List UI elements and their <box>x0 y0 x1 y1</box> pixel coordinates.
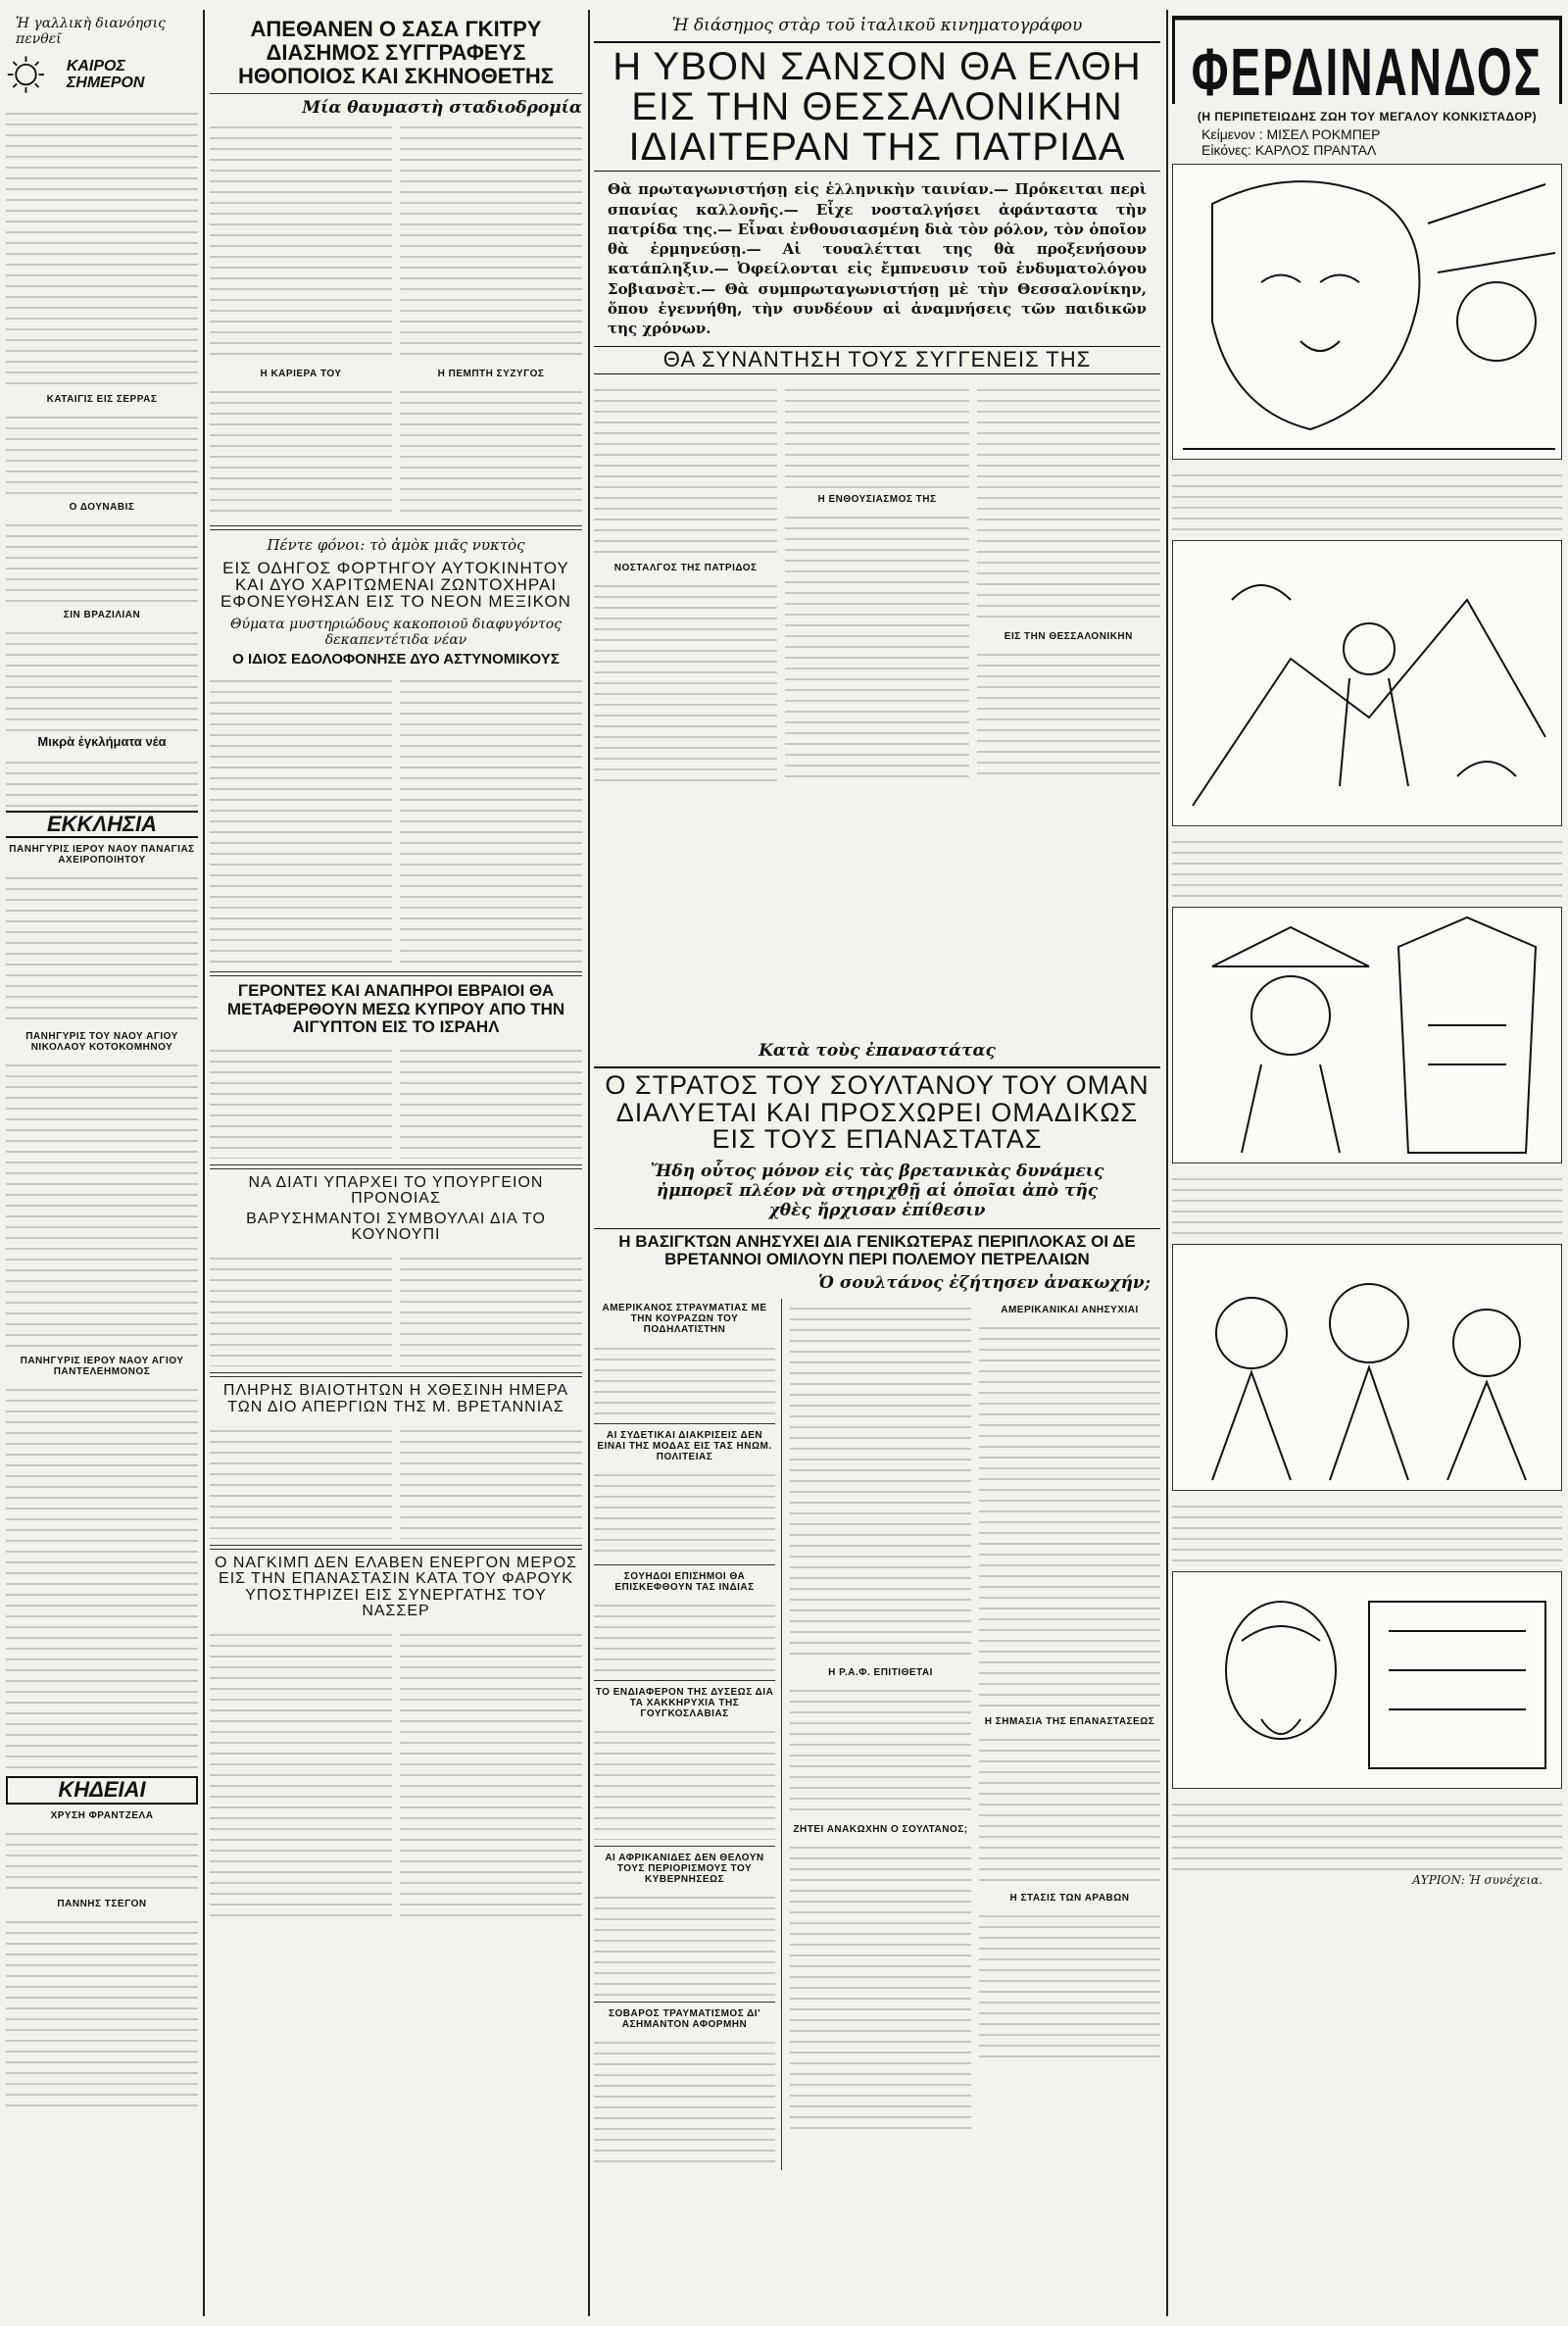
column-oman <box>594 1039 1160 2316</box>
panel-caption <box>1172 1795 1562 1873</box>
comic-panel <box>1172 907 1562 1163</box>
head-truce: ΖΗΤΕΙ ΑΝΑΚΩΧΗΝ Ο ΣΟΥΛΤΑΝΟΣ; <box>793 1823 968 1835</box>
headline-jews: ΓΕΡΟΝΤΕΣ ΚΑΙ ΑΝΑΠΗΡΟΙ ΕΒΡΑΙΟΙ ΘΑ ΜΕΤΑΦΕΡΘΟΥΝ ΜΕΣΩ ΚΥΠΡΟΥ ΑΠΟ ΤΗΝ ΑΙΓΥΠΤΟΝ ΕΙΣ ΤΟ ΙΣΡΑΗΛ <box>226 981 565 1037</box>
text-block <box>6 868 198 1025</box>
headline-oman: Ο ΣΤΡΑΤΟΣ ΤΟΥ ΣΟΥΛΤΑΝΟΥ ΤΟΥ ΟΜΑΝ ΔΙΑΛΥΕΤΑΙ ΚΑΙ ΠΡΟΣΧΩΡΕΙ ΟΜΑΔΙΚΩΣ ΕΙΣ ΤΟΥΣ ΕΠΑΝΑΣΤΑΤΑΣ <box>594 1066 1160 1154</box>
funerals-section-title: ΚΗΔΕΙΑΙ <box>6 1776 198 1804</box>
text-block <box>594 380 777 557</box>
sanson-kicker: Ἡ διάσημος στὰρ τοῦ ἰταλικοῦ κινηματογράφου <box>671 16 1083 35</box>
text-block <box>6 408 198 496</box>
head-arabs: Η ΣΤΑΣΙΣ ΤΩΝ ΑΡΑΒΩΝ <box>1009 1892 1130 1904</box>
box-head: ΑΜΕΡΙΚΑΝΟΣ ΣΤΡΑΥΜΑΤΙΑΣ ΜΕ ΤΗΝ ΚΟΥΡΑΖΩΝ ΤΟΥ ΠΟΔΗΛΑΤΙΣΤΗΝ <box>602 1302 767 1335</box>
festival-head: ΠΑΝΗΓΥΡΙΣ ΙΕΡΟΥ ΝΑΟΥ ΑΓΙΟΥ ΠΑΝΤΕΛΕΗΜΟΝΟΣ <box>20 1356 184 1378</box>
text-block <box>400 1625 582 1919</box>
text-block <box>210 1249 392 1366</box>
murders-kicker: Πέντε φόνοι: τὸ ἀμὸκ μιᾶς νυκτὸς <box>267 535 525 554</box>
head-spouse: Η ΠΕΜΠΤΗ ΣΥΖΥΓΟΣ <box>437 368 545 379</box>
sun-icon <box>6 53 61 98</box>
funeral-name: ΧΡΥΣΗ ΦΡΑΝΤΖΕΛΑ <box>50 1809 154 1821</box>
battle-illustration <box>1173 541 1561 825</box>
column-rule <box>1166 10 1168 2316</box>
warrior-illustration <box>1173 165 1561 459</box>
text-block <box>210 1625 392 1919</box>
murders-sub: Θύματα μυστηριώδους κακοποιοῦ διαφυγόντος δεκαπεντέτιδα νέαν <box>229 616 563 648</box>
panel-caption <box>1172 1497 1562 1565</box>
panel-caption <box>1172 466 1562 534</box>
text-block <box>979 1730 1160 1887</box>
text-block <box>210 671 392 965</box>
text-block <box>6 1380 198 1772</box>
column-rule <box>203 10 205 2316</box>
text-block <box>400 671 582 965</box>
text-block <box>594 1596 775 1674</box>
headline-guitry: ΑΠΕΘΑΝΕΝ Ο ΣΑΣΑ ΓΚΙΤΡΥ ΔΙΑΣΗΜΟΣ ΣΥΓΓΡΑΦΕΥΣ ΗΘΟΠΟΙΟΣ ΚΑΙ ΣΚΗΝΟΘΕΤΗΣ <box>210 18 582 94</box>
soldiers-illustration <box>1173 1245 1561 1490</box>
text-block <box>6 623 198 731</box>
oman-kicker: Κατὰ τοὺς ἐπαναστάτας <box>759 1041 996 1061</box>
text-block <box>210 1421 392 1539</box>
text-block <box>400 118 582 363</box>
box-head: ΤΟ ΕΝΔΙΑΦΕΡΟΝ ΤΗΣ ΔΥΣΕΩΣ ΔΙΑ ΤΑ ΧΑΚΚΗΡΥΧΙΑ ΤΗΣ ΓΟΥΓΚΟΣΛΑΒΙΑΣ <box>595 1686 774 1719</box>
box-head: ΣΟΥΗΔΟΙ ΕΠΙΣΗΜΟΙ ΘΑ ΕΠΙΣΚΕΦΘΟΥΝ ΤΑΣ ΙΝΔΙΑΣ <box>614 1570 755 1593</box>
text-block <box>6 753 198 807</box>
comic-panel <box>1172 1244 1562 1491</box>
text-block <box>400 1421 582 1539</box>
panel-caption <box>1172 832 1562 901</box>
head-small-crimes: Μικρὰ ἐγκλήματα νέα <box>37 734 167 749</box>
weather-text <box>6 104 198 388</box>
kortez-subtitle: (Η ΠΕΡΙΠΕΤΕΙΩΔΗΣ ΖΩΗ ΤΟΥ ΜΕΓΑΛΟΥ ΚΟΝΚΙΣΤΑΔΟΡ) <box>1197 110 1538 124</box>
head-impressions: Η ΕΝΘΟΥΣΙΑΣΜΟΣ ΤΗΣ <box>817 493 937 505</box>
text-block <box>977 645 1160 782</box>
head-american: ΑΜΕΡΙΚΑΝΙΚΑΙ ΑΝΗΣΥΧΙΑΙ <box>1001 1304 1139 1315</box>
kortez-title: ΦΕΡΔΙΝΑΝΔΟΣ <box>1172 16 1562 104</box>
text-block <box>400 1249 582 1366</box>
text-block <box>6 1824 198 1893</box>
text-block <box>790 1681 971 1818</box>
headline-washington: Η ΒΑΣΙΓΚΤΩΝ ΑΝΗΣΥΧΕΙ ΔΙΑ ΓΕΝΙΚΩΤΕΡΑΣ ΠΕΡΙΠΛΟΚΑΣ ΟΙ ΔΕ ΒΡΕΤΑΝΝΟΙ ΟΜΙΛΟΥΝ ΠΕΡΙ ΠΟΛΕΜΟΥ ΠΕΤΡΕΛΑΙΩΝ <box>594 1228 1160 1269</box>
text-block <box>6 516 198 604</box>
headline-ministry: ΝΑ ΔΙΑΤΙ ΥΠΑΡΧΕΙ ΤΟ ΥΠΟΥΡΓΕΙΟΝ ΠΡΟΝΟΙΑΣ <box>248 1174 544 1208</box>
column-sanson <box>594 14 1160 1045</box>
kortez-credit-art: Εἰκόνες: ΚΑΡΛΟΣ ΠΡΑΝΤΑΛ <box>1201 142 1377 158</box>
sanson-lede: Θὰ πρωταγωνιστήσῃ εἰς ἑλληνικὴν ταινίαν.— Πρόκειται περὶ σπανίας καλλονῆς.— Εἶχε νοσταλγήσει ἀφάνταστα τὴν πατρίδα της.— Εἶναι ἐνθουσιασμένη διὰ τὸν ρόλον, τὸν ὁποῖον θὰ ἑρμηνεύσῃ.— Αἱ τουαλέτται της θὰ προξενήσουν κατάπληξιν.— Ὀφείλονται εἰς ἔμπνευσιν τοῦ ἐνδυματολόγου Σοβιανσὲτ.— Θὰ συμπρωταγωνιστήσῃ μὲ τὴν Θεσσαλονίκην, ὅπου ἐγεννήθη, τὴν συνδέουν αἱ ἀναμνήσεις τῶν παιδικῶν της χρόνων. <box>608 180 1147 338</box>
text-block <box>790 1299 971 1661</box>
headline-sanson: Η ΥΒΟΝ ΣΑΝΣΟΝ ΘΑ ΕΛΘΗ ΕΙΣ ΤΗΝ ΘΕΣΣΑΛΟΝΙΚΗΝ ΙΔΙΑΙΤΕΡΑΝ ΤΗΣ ΠΑΤΡΙΔΑ <box>594 41 1160 172</box>
text-block <box>594 576 777 782</box>
panel-caption <box>1172 1169 1562 1238</box>
continuation-note: ΑΥΡΙΟΝ: Ἡ συνέχεια. <box>1412 1873 1543 1887</box>
col1-kicker: Ἡ γαλλικὴ διανόησις πενθεῖ <box>16 16 167 47</box>
text-block <box>210 382 392 520</box>
sultan-question: Ὁ σουλτάνος ἐζήτησεν ἀνακωχήν; <box>818 1272 1151 1293</box>
weather-title: ΚΑΙΡΟΣ ΣΗΜΕΡΟΝ <box>66 58 145 91</box>
head-raf: Η Ρ.Α.Φ. ΕΠΙΤΙΘΕΤΑΙ <box>828 1666 933 1678</box>
conquistador-illustration <box>1173 908 1561 1163</box>
headline-murders: ΕΙΣ ΟΔΗΓΟΣ ΦΟΡΤΗΓΟΥ ΑΥΤΟΚΙΝΗΤΟΥ ΚΑΙ ΔΥΟ ΧΑΡΙΤΩΜΕΝΑΙ ΖΩΝΤΟΧΗΡΑΙ ΕΦΟΝΕΥΘΗΣΑΝ ΕΙΣ ΤΟ ΝΕΟΝ ΜΕΞΙΚΟΝ <box>220 558 571 612</box>
headline-strike: ΠΛΗΡΗΣ ΒΙΑΙΟΤΗΤΩΝ Η ΧΘΕΣΙΝΗ ΗΜΕΡΑ ΤΩΝ ΔΙΟ ΑΠΕΡΓΙΩΝ ΤΗΣ Μ. ΒΡΕΤΑΝΝΙΑΣ <box>222 1382 569 1415</box>
comic-panel <box>1172 1571 1562 1789</box>
funeral-name: ΠΑΝΝΗΣ ΤΣΕΓΟΝ <box>57 1898 147 1909</box>
head-serres: ΚΑΤΑΙΓΙΣ ΕΙΣ ΣΕΡΡΑΣ <box>46 394 158 405</box>
head-nostalgia: ΝΟΣΤΑΛΓΟΣ ΤΗΣ ΠΑΤΡΙΔΟΣ <box>613 562 758 573</box>
text-block <box>210 1041 392 1159</box>
text-block <box>6 1056 198 1350</box>
head-career: Η ΚΑΡΙΕΡΑ ΤΟΥ <box>260 368 342 379</box>
column-kortez-serial <box>1172 14 1562 2316</box>
festival-head: ΠΑΝΗΓΥΡΙΣ ΤΟΥ ΝΑΟΥ ΑΓΙΟΥ ΝΙΚΟΛΑΟΥ ΚΟΤΟΚΟΜΗΝΟΥ <box>25 1031 178 1054</box>
text-block <box>594 1339 775 1417</box>
weather-logo <box>6 53 198 98</box>
box-head: ΑΙ ΑΦΡΙΚΑΝΙΔΕΣ ΔΕΝ ΘΕΛΟΥΝ ΤΟΥΣ ΠΕΡΙΟΡΙΣΜΟΥΣ ΤΟΥ ΚΥΒΕΡΝΗΣΕΩΣ <box>605 1852 764 1885</box>
headline-nagib: Ο ΝΑΓΚΙΜΠ ΔΕΝ ΕΛΑΒΕΝ ΕΝΕΡΓΟΝ ΜΕΡΟΣ ΕΙΣ ΤΗΝ ΕΠΑΝΑΣΤΑΣΙΝ ΚΑΤΑ ΤΟΥ ΦΑΡΟΥΚ ΥΠΟΣΤΗΡΙΖΕΙ ΕΙΣ ΣΥΝΕΡΓΑΤΗΣ ΤΟΥ ΝΑΣΣΕΡ <box>214 1554 578 1619</box>
church-section-title: ΕΚΚΛΗΣΙΑ <box>6 811 198 838</box>
comic-panel <box>1172 540 1562 826</box>
ministry-sub: ΒΑΡΥΣΗΜΑΝΤΟΙ ΣΥΜΒΟΥΛΑΙ ΔΙΑ ΤΟ ΚΟΥΝΟΥΠΙ <box>246 1210 546 1244</box>
text-block <box>790 1838 971 2132</box>
text-block <box>594 1465 775 1559</box>
kortez-credit-text: Κείμενον : ΜΙΣΕΛ ΡΟΚΜΠΕΡ <box>1201 126 1381 142</box>
text-block <box>785 508 968 782</box>
murders-sub2: Ο ΙΔΙΟΣ ΕΔΟΛΟΦΟΝΗΣΕ ΔΥΟ ΑΣΤΥΝΟΜΙΚΟΥΣ <box>232 650 560 668</box>
box-head: ΑΙ ΣΥΔΕΤΙΚΑΙ ΔΙΑΚΡΙΣΕΙΣ ΔΕΝ ΕΙΝΑΙ ΤΗΣ ΜΟΔΑΣ ΕΙΣ ΤΑΣ ΗΝΩΜ. ΠΟΛΙΤΕΙΑΣ <box>597 1429 772 1462</box>
oman-sub: Ἤδη οὗτος μόνον εἰς τὰς βρετανικὰς δυνάμεις ἠμπορεῖ πλέον νὰ στηριχθῇ αἱ ὁποῖαι ἀπὸ τῆς χθὲς ἤρχισαν ἐπίθεσιν <box>650 1161 1104 1220</box>
cortez-portrait-illustration <box>1173 1572 1561 1788</box>
text-block <box>6 1912 198 2108</box>
sanson-subhead: ΘΑ ΣΥΝΑΝΤΗΣΗ ΤΟΥΣ ΣΥΓΓΕΝΕΙΣ ΤΗΣ <box>594 346 1160 373</box>
box-head: ΣΟΒΑΡΟΣ ΤΡΑΥΜΑΤΙΣΜΟΣ ΔΙ' ΑΣΗΜΑΝΤΟΝ ΑΦΟΡΜΗΝ <box>609 2007 760 2030</box>
column-local-news <box>6 14 198 2316</box>
text-block <box>594 1888 775 1996</box>
column-rule <box>588 10 590 2316</box>
text-block <box>979 1318 1160 1710</box>
text-block <box>400 382 582 520</box>
text-block <box>594 1722 775 1840</box>
head-importance: Η ΣΗΜΑΣΙΑ ΤΗΣ ΕΠΑΝΑΣΤΑΣΕΩΣ <box>984 1715 1155 1727</box>
text-block <box>594 2033 775 2170</box>
text-block <box>400 1041 582 1159</box>
text-block <box>979 1906 1160 2063</box>
head-brazil: ΣΙΝ ΒΡΑΖΙΛΙΑΝ <box>63 610 141 620</box>
head-thessaloniki: ΕΙΣ ΤΗΝ ΘΕΣΣΑΛΟΝΙΚΗΝ <box>1004 630 1133 642</box>
text-block <box>785 380 968 488</box>
festival-head: ΠΑΝΗΓΥΡΙΣ ΙΕΡΟΥ ΝΑΟΥ ΠΑΝΑΓΙΑΣ ΑΧΕΙΡΟΠΟΙΗΤΟΥ <box>9 844 195 866</box>
head-danube: Ο ΔΟΥΝΑΒΙΣ <box>69 502 135 513</box>
comic-panel <box>1172 164 1562 460</box>
column-news-2 <box>210 14 582 2316</box>
text-block <box>977 380 1160 625</box>
subhead-guitry: Μία θαυμαστὴ σταδιοδρομία <box>302 97 582 118</box>
text-block <box>210 118 392 363</box>
